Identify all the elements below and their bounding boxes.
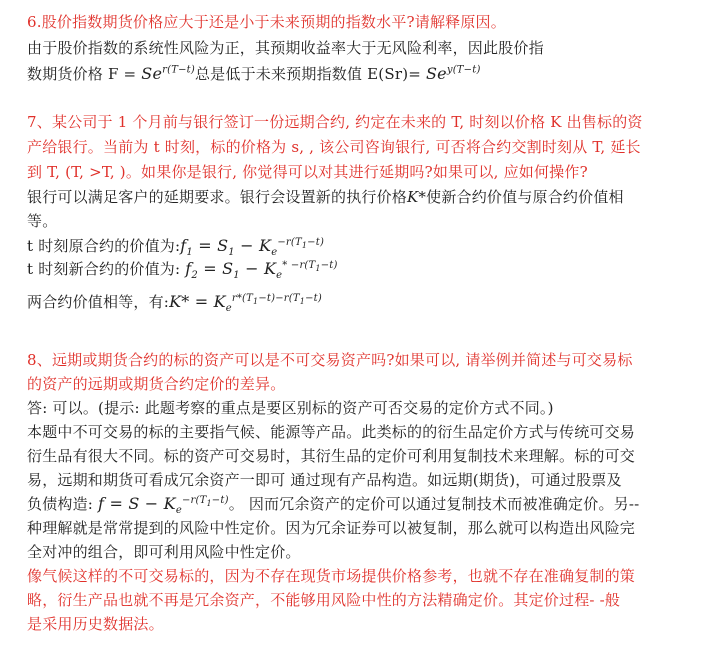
q8-formula-forward: $f = S - K_e^{-r(T_1-t)}$ xyxy=(98,494,229,517)
q8-body-line6: 全对冲的组合，即可利用风险中性定价。 xyxy=(27,543,301,561)
q7-answer-line1 xyxy=(27,187,624,207)
q7-title-line2: 产给银行。当前为 t 时刻，标的价格为 s, , 该公司咨询银行, 可否将合约交割时刻从 T, 延长 xyxy=(27,138,641,156)
q6-formula-expected-index: $Se^{y(T-t)}$ xyxy=(426,64,481,83)
q8-body-line1: 本题中不可交易的标的主要指气候、能源等产品。此类标的的衍生品定价方式与传统可交易 xyxy=(27,423,636,441)
q7-answer-line2: 等。 xyxy=(27,212,58,230)
q6-formula-futures-price: $Se^{r(T-t)}$ xyxy=(141,64,195,83)
q7-new-value-line xyxy=(27,259,338,282)
q8-body-line3: 易，远期和期货可看成冗余资产一即可 通过现有产品构造。如远期(期货)，可通过股票及 xyxy=(27,471,622,489)
q8-red-line1: 像气候这样的不可交易标的，因为不存在现货市场提供价格参考，也就不存在准确复制的策 xyxy=(27,567,636,585)
q7-answer-suffix: 使新合约价值与原合约价值相 xyxy=(426,188,624,206)
q8-body-line4-prefix: 负债构造: xyxy=(27,495,99,513)
q7-new-value-label: t 时刻新合约的价值为: xyxy=(27,260,186,278)
q7-title-line3: 到 T, (T, >T, )。如果你是银行, 你觉得可以对其进行延期吗?如果可以, 应如何操作? xyxy=(27,163,588,181)
q6-answer-middle: 总是低于未来预期指数值 E(Sr)= xyxy=(194,65,426,83)
q6-answer-line1: 由于股价指数的系统性风险为正，其预期收益率大于无风险利率，因此股价指 xyxy=(27,39,544,57)
q6-title: 6.股价指数期货价格应大于还是小于未来预期的指数水平?请解释原因。 xyxy=(27,13,506,31)
q8-hint: 答: 可以。(提示: 此题考察的重点是要区别标的资产可否交易的定价方式不同。) xyxy=(27,399,554,417)
q7-equal-value-line xyxy=(27,292,322,315)
q8-red-line3: 是采用历史数据法。 xyxy=(27,615,164,633)
q8-body-line5: 种理解就是常常提到的风险中性定价。因为冗余证券可以被复制，那么就可以构造出风险完 xyxy=(27,519,636,537)
q7-formula-kstar: $K* = K_e^{r*(T_1-t)-r(T_1-t)}$ xyxy=(169,292,322,315)
q7-original-value-label: t 时刻原合约的价值为: xyxy=(27,237,181,255)
q8-title-line1: 8、远期或期货合约的标的资产可以是不可交易资产吗?如果可以, 请举例并简述与可交易标 xyxy=(27,351,633,369)
q6-answer-prefix: 数期货价格 F = xyxy=(27,65,142,83)
q7-title-line1: 7、某公司于 1 个月前与银行签订一份远期合约, 约定在未来的 T, 时刻以价格 K 出售标的资 xyxy=(27,113,643,131)
q7-new-strike-symbol: K* xyxy=(407,188,427,206)
q8-red-line2: 略，衍生产品也就不再是冗余资产，不能够用风险中性的方法精确定价。其定价过程- -般 xyxy=(27,591,621,609)
q7-answer-prefix: 银行可以满足客户的延期要求。银行会设置新的执行价格 xyxy=(27,188,408,206)
q7-equal-label: 两合约价值相等，有: xyxy=(27,293,170,311)
q8-body-line2: 衍生品有很大不同。标的资产可交易时，其衍生品的定价可利用复制技术来理解。标的可交 xyxy=(27,447,636,465)
q8-title-line2: 的资产的远期或期货合约定价的差异。 xyxy=(27,375,286,393)
q7-formula-f1: $f_1 = S_1 - K_e^{-r(T_1-t)}$ xyxy=(180,236,325,259)
q7-formula-f2: $f_2 = S_1 - K_e^{* -r(T_1-t)}$ xyxy=(185,259,338,282)
q8-body-line4 xyxy=(27,494,640,517)
q6-answer-line2 xyxy=(27,64,481,84)
q7-original-value-line xyxy=(27,236,325,259)
q8-body-line4-suffix: 。 因而冗余资产的定价可以通过复制技术而被准确定价。另-- xyxy=(228,495,640,513)
